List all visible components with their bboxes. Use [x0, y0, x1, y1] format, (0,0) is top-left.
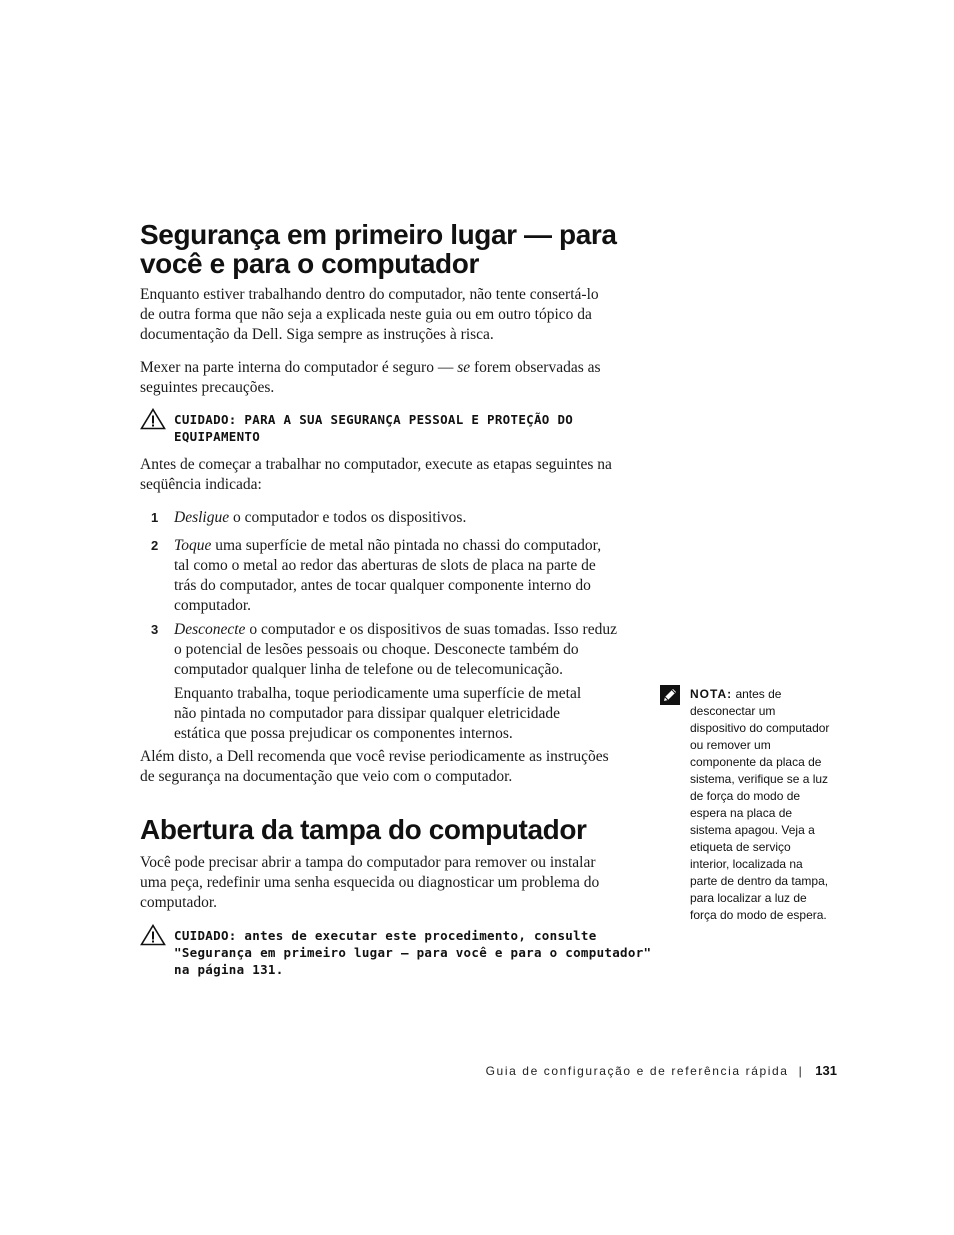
step-number: 3	[151, 622, 159, 637]
warning-triangle-icon	[140, 408, 166, 430]
step-followup: Enquanto trabalha, toque periodicamente uma superfície de metal não pintada no computador para dissipar qualquer eletricidade estática que possa prejudicar os componentes internos.	[174, 685, 582, 742]
paragraph-intro: Enquanto estiver trabalhando dentro do computador, não tente consertá-lo de outra forma que não seja a explicada neste guia ou em outro tópico da documentação da Dell. Siga sempre as instruções à risca.	[140, 286, 599, 343]
step-number: 1	[151, 510, 159, 525]
page-number: 131	[815, 1063, 837, 1078]
step-number: 2	[151, 538, 159, 553]
caution-safety: CUIDADO: PARA A SUA SEGURANÇA PESSOAL E PROTEÇÃO DO EQUIPAMENTO	[174, 412, 574, 444]
side-note: NOTA: antes de desconectar um dispositivo do computador ou remover um componente da placa de sistema, verifique se a luz de força do modo de espera na placa de sistema apagou. Veja a etiqueta de serviço interior, localizada na parte de dentro da tampa, para localizar a luz de força do modo de espera.	[690, 687, 830, 922]
paragraph-open-cover: Você pode precisar abrir a tampa do computador para remover ou instalar uma peça, redefinir uma senha esquecida ou diagnosticar um problema do computador.	[140, 854, 600, 911]
caution-open-cover: CUIDADO: antes de executar este procedimento, consulte "Segurança em primeiro lugar — para você e para o computador" na página 131.	[174, 928, 652, 977]
footer-title: Guia de configuração e de referência rápida	[485, 1064, 789, 1078]
note-pencil-icon	[660, 685, 680, 705]
paragraph-precautions: Mexer na parte interna do computador é seguro — se forem observadas as seguintes precauções.	[140, 359, 601, 396]
warning-triangle-icon	[140, 924, 166, 946]
page-footer	[486, 1062, 837, 1080]
footer-separator: |	[798, 1064, 804, 1078]
note-label: NOTA:	[690, 687, 733, 701]
section-title-safety: Segurança em primeiro lugar — para você e para o computador	[140, 219, 617, 279]
section-title-open-cover: Abertura da tampa do computador	[140, 814, 587, 845]
paragraph-recommendation: Além disto, a Dell recomenda que você revise periodicamente as instruções de segurança na documentação que veio com o computador.	[140, 748, 609, 785]
paragraph-before-start: Antes de começar a trabalhar no computador, execute as etapas seguintes na seqüência indicada:	[140, 456, 612, 493]
step-text: Toque uma superfície de metal não pintada no chassi do computador, tal como o metal ao redor das aberturas de slots de placa na parte de trás do computador, antes de tocar qualquer componente interno do computador.	[174, 537, 602, 614]
step-text: Desconecte o computador e os dispositivos de suas tomadas. Isso reduz o potencial de lesões pessoais ou choque. Desconecte também do computador qualquer linha de telefone ou de telecomunicação.	[174, 621, 617, 678]
step-text: Desligue o computador e todos os dispositivos.	[174, 509, 467, 526]
